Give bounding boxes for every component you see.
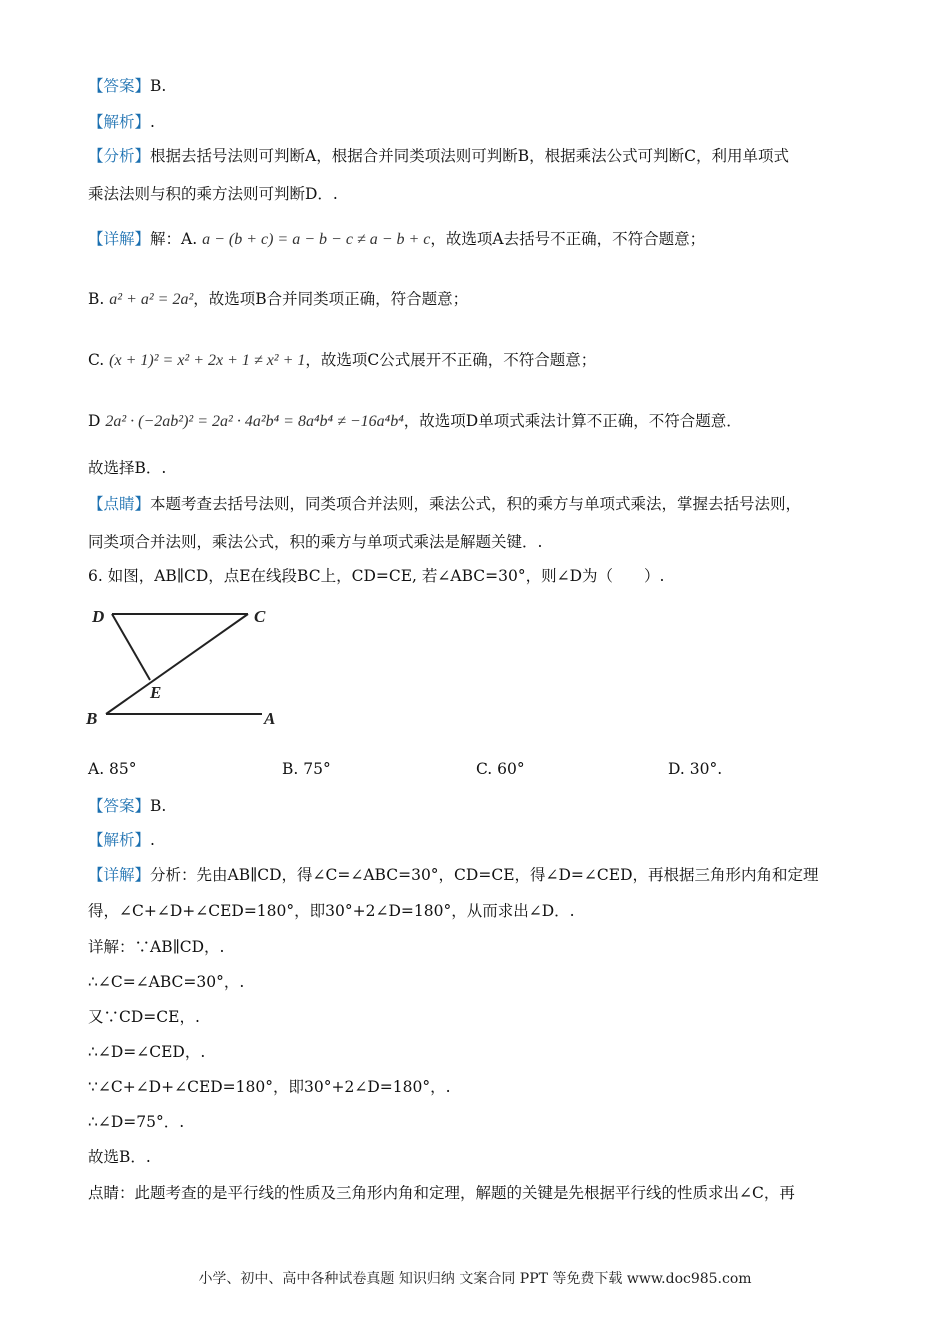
q6-detail-line-2: 得，∠C+∠D+∠CED=180°，即30°+2∠D=180°，从而求出∠D．.	[88, 902, 575, 920]
q6-step-0: 详解：∵AB∥CD，.	[88, 938, 225, 956]
q5-detail-a	[88, 229, 705, 250]
label-e: E	[150, 683, 162, 702]
detail-b-math: a² + a² = 2a²	[109, 291, 194, 308]
q6-answer-line	[88, 796, 166, 816]
q6-detail-line-1	[88, 865, 819, 885]
review-text-1: 本题考查去括号法则，同类项合并法则，乘法公式，积的乘方与单项式乘法，掌握去括号法则，	[150, 495, 802, 513]
q6-stem: 6. 如图，AB∥CD，点E在线段BC上，CD=CE, 若∠ABC=30°，则∠D为（ ）.	[88, 567, 665, 585]
q5-choose: 故选择B．.	[88, 459, 167, 477]
q6-step-1: ∴∠C=∠ABC=30°，.	[88, 973, 245, 991]
q5-detail-b	[88, 289, 468, 310]
q5-analysis-line	[88, 112, 155, 132]
detail-d-math: 2a² · (−2ab²)² = 2a² · 4a²b⁴ = 8a⁴b⁴ ≠ −16a⁴b⁴	[105, 413, 404, 430]
page-footer: 小学、初中、高中各种试卷真题 知识归纳 文案合同 PPT 等免费下载 www.doc985.com	[198, 1271, 752, 1287]
detail-tag: 【详解】	[88, 866, 151, 884]
q6-analysis-line	[88, 830, 155, 850]
detail-a-math: a − (b + c) = a − b − c ≠ a − b + c	[202, 231, 431, 248]
segment-de	[112, 614, 150, 680]
q6-step-3: ∴∠D=∠CED，.	[88, 1043, 206, 1061]
q5-fenxi-line-2: 乘法法则与积的乘方法则可判断D．.	[88, 185, 338, 203]
q5-fenxi-line-1	[88, 146, 789, 166]
detail-c-math: (x + 1)² = x² + 2x + 1 ≠ x² + 1	[109, 352, 306, 369]
option-c: C. 60°	[476, 760, 525, 778]
q5-review-line-1	[88, 494, 801, 514]
detail-d-pre: D	[88, 412, 101, 430]
answer-tag: 【答案】	[88, 797, 151, 815]
q6-step-5: ∴∠D=75°．.	[88, 1113, 185, 1131]
review-tag: 【点睛】	[88, 495, 151, 513]
answer-value: B.	[150, 77, 167, 95]
analysis-value: .	[150, 831, 155, 849]
q5-answer-line	[88, 76, 166, 96]
option-b: B. 75°	[282, 760, 331, 778]
detail-b-post: ，故选项B合并同类项正确，符合题意；	[193, 290, 469, 308]
detail-a-pre: 解：A.	[150, 230, 198, 248]
q6-note: 点睛：此题考查的是平行线的性质及三角形内角和定理，解题的关键是先根据平行线的性质求出∠C，再	[88, 1184, 795, 1202]
detail-a-post: ，故选项A去括号不正确，不符合题意；	[430, 230, 706, 248]
label-a: A	[264, 709, 276, 728]
label-b: B	[86, 709, 98, 728]
option-a: A. 85°	[88, 760, 137, 778]
q5-review-line-2: 同类项合并法则，乘法公式，积的乘方与单项式乘法是解题关键．.	[88, 533, 543, 551]
answer-tag: 【答案】	[88, 77, 151, 95]
segment-cb	[106, 614, 248, 714]
geometry-figure	[84, 598, 304, 738]
fenxi-tag: 【分析】	[88, 147, 151, 165]
q5-detail-d	[88, 411, 742, 432]
fenxi-text-1: 根据去括号法则可判断A，根据合并同类项法则可判断B，根据乘法公式可判断C，利用单项式	[150, 147, 789, 165]
analysis-value: .	[150, 113, 155, 131]
q6-step-4: ∵∠C+∠D+∠CED=180°，即30°+2∠D=180°，.	[88, 1078, 451, 1096]
q6-step-2: 又∵CD=CE，.	[88, 1008, 200, 1026]
label-d: D	[92, 607, 105, 626]
q6-choose: 故选B．.	[88, 1148, 151, 1166]
detail-tag: 【详解】	[88, 230, 151, 248]
label-c: C	[254, 607, 266, 626]
detail-c-post: ，故选项C公式展开不正确，不符合题意；	[305, 351, 597, 369]
detail-d-post: ，故选项D单项式乘法计算不正确，不符合题意．	[403, 412, 742, 430]
detail-b-pre: B.	[88, 290, 105, 308]
detail-text-1: 分析：先由AB∥CD，得∠C=∠ABC=30°，CD=CE，得∠D=∠CED，再根据三角形内角和定理	[150, 866, 819, 884]
q5-detail-c	[88, 350, 596, 371]
option-d: D. 30°.	[668, 760, 723, 778]
detail-c-pre: C.	[88, 351, 105, 369]
answer-value: B.	[150, 797, 167, 815]
analysis-tag: 【解析】	[88, 831, 151, 849]
analysis-tag: 【解析】	[88, 113, 151, 131]
